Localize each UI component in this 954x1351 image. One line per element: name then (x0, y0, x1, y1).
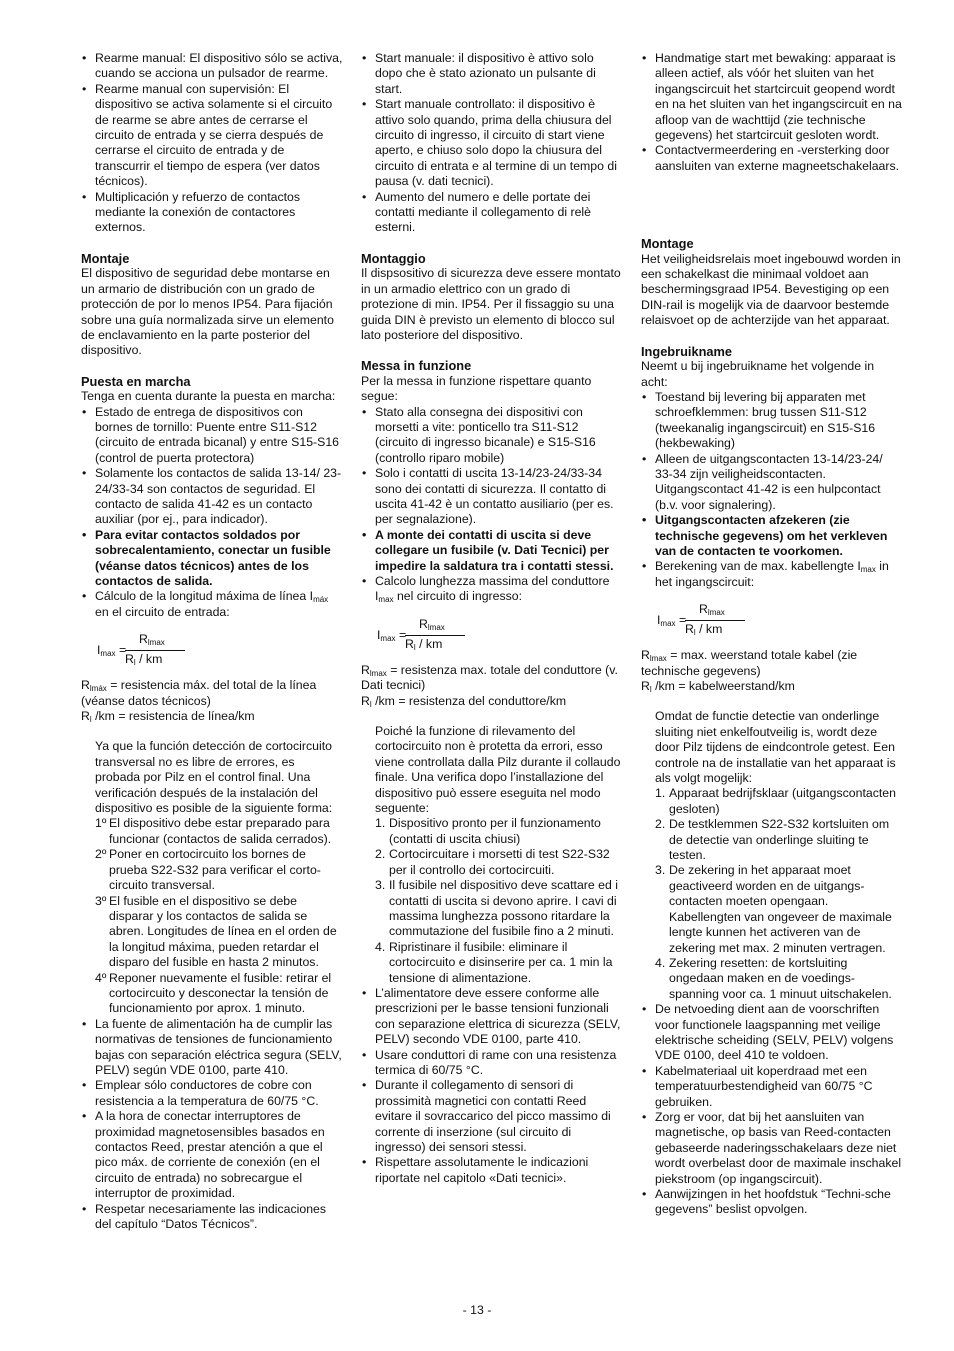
section-mounting (361, 251, 623, 343)
formula-denominator: $R_l$ / km (125, 652, 163, 668)
final-list (641, 1002, 903, 1218)
formula-numerator: $R_{lmax}$ (699, 602, 725, 618)
list-item: • Solamente los contactos de salida 13-14/ 23-24/33-34 son contactos de seguridad. El contacto de salida 41-42 es un contacto auxiliar (por ej., para indicador). (81, 466, 343, 528)
intro-list (361, 51, 623, 236)
list-item-calc: • Calcolo lunghezza massima del conduttore $I_{max}$ nel circuito di ingresso: (361, 574, 623, 605)
definition: $R_{lmáx}$ = resistencia máx. del total de la línea (véanse datos técnicos) (81, 678, 317, 708)
list-item: • Alleen de uitgangscontacten 13-14/23-24/ 33-34 zijn veiligheidscontacten. Uitgangscontact 41-42 is een hulpcontact (b.v. voor signalering). (641, 452, 903, 514)
list-item: 4. Zekering resetten: de kortsluiting ongedaan maken en de voedings-spanning voor ca. 1 minuut uitschakelen. (655, 955, 892, 1001)
list-item: • A la hora de conectar interruptores de proximidad magnetosensibles basados en contactos Reed, prestar atención a que el pico máx. de corriente de conexión (en el circuito de entrada) no sobrecargue el interruptor de proximidad. (81, 1109, 343, 1201)
list-item: • Kabelmateriaal uit koperdraad met een temperatuurbestendigheid van 60/75 °C gebruiken. (641, 1064, 903, 1110)
list-item: • Aanwijzingen in het hoofdstuk “Techni-sche gegevens” beslist opvolgen. (641, 1187, 903, 1218)
formula-lhs: $I_{max}$ = (657, 613, 687, 629)
final-list (81, 1017, 343, 1233)
paragraph: Het veiligheidsrelais moet ingebouwd worden in een schakelkast die minimaal voldoet aan beschermingsgraad IP54. Bevestiging op een DIN-rail is mogelijk via de daarvoor bestemde relaisvoet op de achterzijde van het apparaat. (641, 251, 901, 328)
list-item: • La fuente de alimentación ha de cumplir las normativas de tensiones de funcionamiento bajas con separación eléctrica segura (SELV, PELV) según VDE 0100, parte 410. (81, 1017, 343, 1079)
formula (361, 617, 623, 657)
list-item: • De netvoeding dient aan de voorschriften voor functionele laagspanning met veilige elektrische scheiding (SELV, PELV) volgens VDE 0100, deel 410 te voldoen. (641, 1002, 903, 1064)
formula-numerator: $R_{lmax}$ (419, 616, 445, 632)
formula (81, 632, 343, 672)
page-number: - 13 - (462, 1303, 492, 1317)
test-steps (641, 786, 903, 1002)
commissioning-list (641, 390, 903, 590)
list-item: • Rispettare assolutamente le indicazioni riportate nel capitolo «Dati tecnici». (361, 1155, 623, 1186)
formula-lhs: $I_{max}$ = (97, 643, 127, 659)
section-commissioning (361, 358, 623, 1186)
list-item: 1. Apparaat bedrijfsklaar (uitgangscontacten gesloten) (655, 786, 896, 816)
section-heading: Messa in funzione (361, 358, 472, 374)
list-item: 3º El fusible en el dispositivo se debe disparar y los contactos de salida se abren. Longitudes de línea en el orden de la longitud máxima, pueden retardar el disparo del fusible en hasta 2 minutos. (95, 893, 337, 970)
definition: $R_{lmax}$ = resistenza max. totale del conduttore (v. Dati tecnici) (361, 662, 618, 693)
column-dutch (641, 51, 903, 1218)
list-item: • Estado de entrega de dispositivos con bornes de tornillo: Puente entre S11-S12 (circuito de entrada bicanal) y entre S15-S16 (control de puerta protectora) (81, 405, 343, 467)
list-item: • Rearme manual: El dispositivo sólo se activa, cuando se acciona un pulsador de rearme. (81, 51, 343, 82)
formula-denominator: $R_l$ / km (405, 636, 443, 652)
section-commissioning (641, 344, 903, 1218)
commissioning-list (361, 405, 623, 605)
list-item: • Start manuale controllato: il dispositivo è attivo solo quando, prima della chiusura del circuito di ingresso, il circuito di start viene aperto, e chiuso solo dopo la chiusura del circuito di entrata e al termine di un tempo di pausa (v. dati tecnici). (361, 97, 623, 189)
list-item-bold: • Para evitar contactos soldados por sobrecalentamiento, conectar un fusible (véanse datos técnicos) antes de los contactos de salida. (81, 528, 343, 590)
list-item: • Zorg er voor, dat bij het aansluiten van magnetische, op basis van Reed-contacten gebaseerde naderingsschakelaars deze niet wordt overbelast door de maximale inschakel piekstroom (op ingangscircuit). (641, 1110, 903, 1187)
list-item: • Durante il collegamento di sensori di prossimità magnetici con contatti Reed evitare il sovraccarico del picco massimo di corrente di inserzione (sul circuito di ingresso) dei sensori stessi. (361, 1078, 623, 1155)
section-heading: Montage (641, 236, 694, 252)
list-item: • Usare conduttori di rame con una resistenza termica di 60/75 °C. (361, 1048, 623, 1079)
list-item: • L’alimentatore deve essere conforme alle prescrizioni per le basse tensioni funzionali con separazione elettrica di sicurezza (SELV, PELV) secondo VDE 0100, parte 410. (361, 986, 623, 1048)
paragraph: El dispositivo de seguridad debe montarse en un armario de distribución con un grado de protección de por lo menos IP54. Para fijación sobre una guía normalizada sirve un elemento de enclavamiento en la parte posterior del dispositivo. (81, 266, 334, 358)
list-item: • Handmatige start met bewaking: apparaat is alleen actief, als vóór het sluiten van het ingangscircuit het startcircuit geopend wordt en na het sluiten van het ingangscircuit en na afloop van de wachttijd (zie technische gegevens) het startcircuit gesloten wordt. (641, 51, 903, 143)
section-mounting (81, 251, 343, 359)
list-item: 1. Dispositivo pronto per il funzionamento (contatti di uscita chiusi) (375, 816, 601, 846)
section-heading: Puesta en marcha (81, 373, 191, 389)
section-heading: Ingebruikname (641, 343, 733, 359)
section-mounting (641, 236, 903, 328)
section-heading: Montaggio (361, 250, 426, 266)
list-item-bold: • A monte dei contatti di uscita si deve collegare un fusibile (v. Dati Tecnici) per impedire la saldatura tra i contatti stessi. (361, 528, 623, 574)
list-item: 4º Reponer nuevamente el fusible: retirar el cortocircuito y desconectar la tensión de funcionamiento por aprox. 1 minuto. (95, 970, 332, 1016)
test-steps (361, 816, 623, 985)
list-item: • Aumento del numero e delle portate dei contatti mediante il collegamento di relè esterni. (361, 190, 623, 236)
definition: $R_l$ /km = resistencia de línea/km (81, 709, 255, 725)
column-spanish (81, 51, 343, 1232)
list-item: • Multiplicación y refuerzo de contactos mediante la conexión de contactores externos. (81, 190, 343, 236)
paragraph: Neemt u bij ingebruikname het volgende in acht: (641, 359, 875, 389)
list-item: 2º Poner en cortocircuito los bornes de prueba S22-S32 para verificar el corto-circuito transversal. (95, 847, 321, 893)
fraction-bar (125, 650, 185, 651)
test-steps (81, 816, 343, 1016)
definition: $R_{lmax} = \max$. weerstand totale kabel (zie technische gegevens) (641, 648, 858, 678)
column-italian (361, 51, 623, 1186)
list-item: • Contactvermeerdering en -versterking door aansluiten van externe magneetschakelaars. (641, 143, 903, 174)
list-item: • Rearme manual con supervisión: El dispositivo se activa solamente si el circuito de rearme se abre antes de cerrarse el circuito de entrada y se cierra después de cerrarse el circuito de entrada y de transcurrir el tiempo de espera (ver datos técnicos). (81, 82, 343, 190)
formula-lhs: $I_{max}$ = (377, 627, 407, 643)
list-item: • Solo i contatti di uscita 13-14/23-24/33-34 sono dei contatti di sicurezza. Il contatto di uscita 41-42 è un contatto ausiliario (per es. per segnalazione). (361, 466, 623, 528)
paragraph: Poiché la funzione di rilevamento del cortocircuito non è protetta da errori, esso viene controllata dalla Pilz durante il collaudo finale. Una verifica dopo l’installazione del dispositivo può essere eseguita nel modo seguente: (375, 724, 621, 816)
definition: $R_l$ /km = kabelweerstand/km (641, 679, 795, 694)
paragraph: Ya que la función detección de cortocircuito transversal no es libre de errores, es probada por Pilz en el control final. Una verificación después de la instalación del dispositivo es posible de la siguiente forma: (95, 739, 333, 816)
paragraph: Per la messa in funzione rispettare quanto segue: (361, 373, 592, 404)
list-item-calc: • Cálculo de la longitud máxima de línea $I_{máx}$ en el circuito de entrada: (81, 589, 343, 620)
list-item: 3. Il fusibile nel dispositivo deve scattare ed i contatti di uscita si devono aprire. I cavi di massima lunghezza possono ritardare la commutazione del fusibile fino a 2 minuti. (375, 878, 618, 939)
list-item: 2. Cortocircuitare i morsetti di test S22-S32 per il controllo dei cortocircuiti. (375, 847, 610, 877)
list-item: • Respetar necesariamente las indicaciones del capítulo “Datos Técnicos”. (81, 1202, 343, 1233)
paragraph: Tenga en cuenta durante la puesta en marcha: (81, 389, 336, 404)
paragraph: Il dispsositivo di sicurezza deve essere montato in un armadio elettrico con un grado di protezione di min. IP54. Per il fissaggio su una guida DIN è previsto un elemento di blocco sul lato posteriore del dispositivo. (361, 266, 621, 342)
list-item: 2. De testklemmen S22-S32 kortsluiten om de detectie van onderlinge sluiting te testen. (655, 817, 890, 863)
list-item-calc: • Berekening van de max. kabellengte $I_{max}$ in het ingangscircuit: (641, 559, 903, 590)
list-item: • Stato alla consegna dei dispositivi con morsetti a vite: ponticello tra S11-S12 (circuito di ingresso bicanale) e S15-S16 (controllo riparo mobile) (361, 405, 623, 467)
section-commissioning (81, 374, 343, 1233)
intro-list (641, 51, 903, 174)
definition: $R_l$ /km = resistenza del conduttore/km (361, 693, 567, 709)
list-item: 4. Ripristinare il fusibile: eliminare il cortocircuito e disinserire per ca. 1 min la tensione di alimentazione. (375, 939, 613, 985)
list-item-bold: • Uitgangscontacten afzekeren (zie technische gegevens) om het verkleven van de contacten te voorkomen. (641, 513, 903, 559)
final-list (361, 986, 623, 1186)
list-item: • Start manuale: il dispositivo è attivo solo dopo che è stato azionato un pulsante di start. (361, 51, 623, 97)
list-item: • Emplear sólo conductores de cobre con resistencia a la temperatura de 60/75 °C. (81, 1078, 343, 1109)
formula-numerator: $R_{lmax}$ (139, 632, 165, 648)
section-heading: Montaje (81, 250, 130, 266)
formula-denominator: $R_l$ / km (685, 622, 723, 638)
list-item: 1º El dispositivo debe estar preparado para funcionar (contactos de salida cerrados). (95, 816, 332, 846)
list-item: • Toestand bij levering bij apparaten met schroefklemmen: brug tussen S11-S12 (tweekanalig ingangscircuit) en S15-S16 (hekbewaking) (641, 390, 903, 452)
fraction-bar (685, 620, 745, 621)
formula (641, 602, 903, 642)
fraction-bar (405, 635, 465, 636)
paragraph: Omdat de functie detectie van onderlinge sluiting niet enkelfoutveilig is, wordt deze door Pilz tijdens de eindcontrole getest. Een controle na de installatie van het apparaat is als volgt mogelijk: (655, 709, 896, 786)
intro-list (81, 51, 343, 236)
list-item: 3. De zekering in het apparaat moet geactiveerd worden en de uitgangs-contacten moeten opengaan. Kabellengten van ongeveer de maximale lengte kunnen het activeren van de zekering met max. 2 minuten vertragen. (655, 863, 892, 955)
commissioning-list (81, 405, 343, 621)
